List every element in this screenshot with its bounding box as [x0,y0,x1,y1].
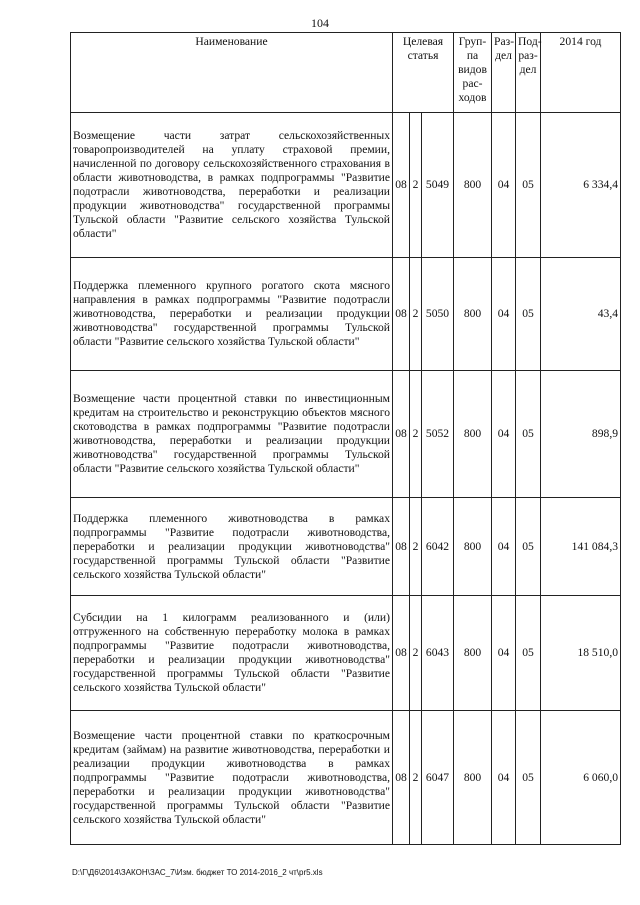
row-code: 6043 [422,596,454,711]
header-target-article: Целевая статья [393,33,454,113]
row-code: 5049 [422,113,454,258]
row-group: 800 [454,498,492,596]
table-row [71,113,621,258]
header-section: Раз-дел [492,33,516,113]
row-name: Возмещение части процентной ставки по краткосрочным кредитам (займам) на развитие животноводства, переработки и реализации продукции животноводства в рамках подпрограммы "Развитие подотрасли животноводства, переработки и реализации продукции животноводства" государственной программы Тульской области "Развитие сельского хозяйства Тульской области" [71,711,393,845]
file-path-footer: D:\Г\Д6\2014\ЗАКОН\ЗАС_7\Изм. бюджет ТО 2014-2016_2 чт\pr5.xls [72,868,323,877]
table-row [71,498,621,596]
row-subsection: 05 [516,498,541,596]
row-subprogram: 2 [410,596,422,711]
page-number: 104 [311,16,329,30]
row-group: 800 [454,371,492,498]
row-program: 08 [393,596,410,711]
row-group: 800 [454,711,492,845]
table-row [71,596,621,711]
row-subprogram: 2 [410,371,422,498]
row-name: Поддержка племенного крупного рогатого скота мясного направления в рамках подпрограммы "Развитие подотрасли животноводства, переработки и реализации продукции животноводства" государственной программы Тульской области "Развитие сельского хозяйства Тульской области" [71,258,393,371]
table-row [71,711,621,845]
row-subsection: 05 [516,596,541,711]
row-section: 04 [492,596,516,711]
row-amount: 6 060,0 [541,711,621,845]
row-amount: 6 334,4 [541,113,621,258]
row-name: Возмещение части процентной ставки по инвестиционным кредитам на строительство и реконструкцию объектов мясного скотоводства в рамках подпрограммы "Развитие подотрасли животноводства, переработки и реализации продукции животноводства" государственной программы Тульской области "Развитие сельского хозяйства Тульской области" [71,371,393,498]
row-name: Поддержка племенного животноводства в рамках подпрограммы "Развитие подотрасли животноводства, переработки и реализации продукции животноводства" государственной программы Тульской области "Развитие сельского хозяйства Тульской области" [71,498,393,596]
row-subsection: 05 [516,371,541,498]
row-program: 08 [393,498,410,596]
row-subprogram: 2 [410,258,422,371]
row-section: 04 [492,113,516,258]
budget-table [70,32,621,845]
table-row [71,371,621,498]
row-amount: 18 510,0 [541,596,621,711]
header-name: Наименование [71,33,393,113]
row-subsection: 05 [516,711,541,845]
header-year: 2014 год [541,33,621,113]
row-code: 6047 [422,711,454,845]
row-code: 5052 [422,371,454,498]
row-group: 800 [454,596,492,711]
row-section: 04 [492,498,516,596]
header-row [71,33,621,113]
row-code: 6042 [422,498,454,596]
row-section: 04 [492,371,516,498]
row-code: 5050 [422,258,454,371]
table-row [71,258,621,371]
row-subprogram: 2 [410,498,422,596]
row-group: 800 [454,113,492,258]
row-name: Субсидии на 1 килограмм реализованного и (или) отгруженного на собственную переработку молока в рамках подпрограммы "Развитие подотрасли животноводства, переработки и реализации продукции животноводства" государственной программы Тульской области "Развитие сельского хозяйства Тульской области" [71,596,393,711]
row-subprogram: 2 [410,113,422,258]
row-program: 08 [393,371,410,498]
header-expense-group: Груп-па видов рас-ходов [454,33,492,113]
row-program: 08 [393,113,410,258]
header-subsection: Под-раз-дел [516,33,541,113]
row-name: Возмещение части затрат сельскохозяйственных товаропроизводителей на уплату страховой премии, начисленной по договору сельскохозяйственного страхования в области животноводства, в рамках подпрограммы "Развитие подотрасли животноводства, переработки и реализации продукции животноводства" государственной программы Тульской области "Развитие сельского хозяйства Тульской области" [71,113,393,258]
row-program: 08 [393,258,410,371]
row-subsection: 05 [516,113,541,258]
row-section: 04 [492,711,516,845]
row-amount: 898,9 [541,371,621,498]
row-subprogram: 2 [410,711,422,845]
row-amount: 141 084,3 [541,498,621,596]
row-amount: 43,4 [541,258,621,371]
row-section: 04 [492,258,516,371]
row-group: 800 [454,258,492,371]
row-subsection: 05 [516,258,541,371]
row-program: 08 [393,711,410,845]
